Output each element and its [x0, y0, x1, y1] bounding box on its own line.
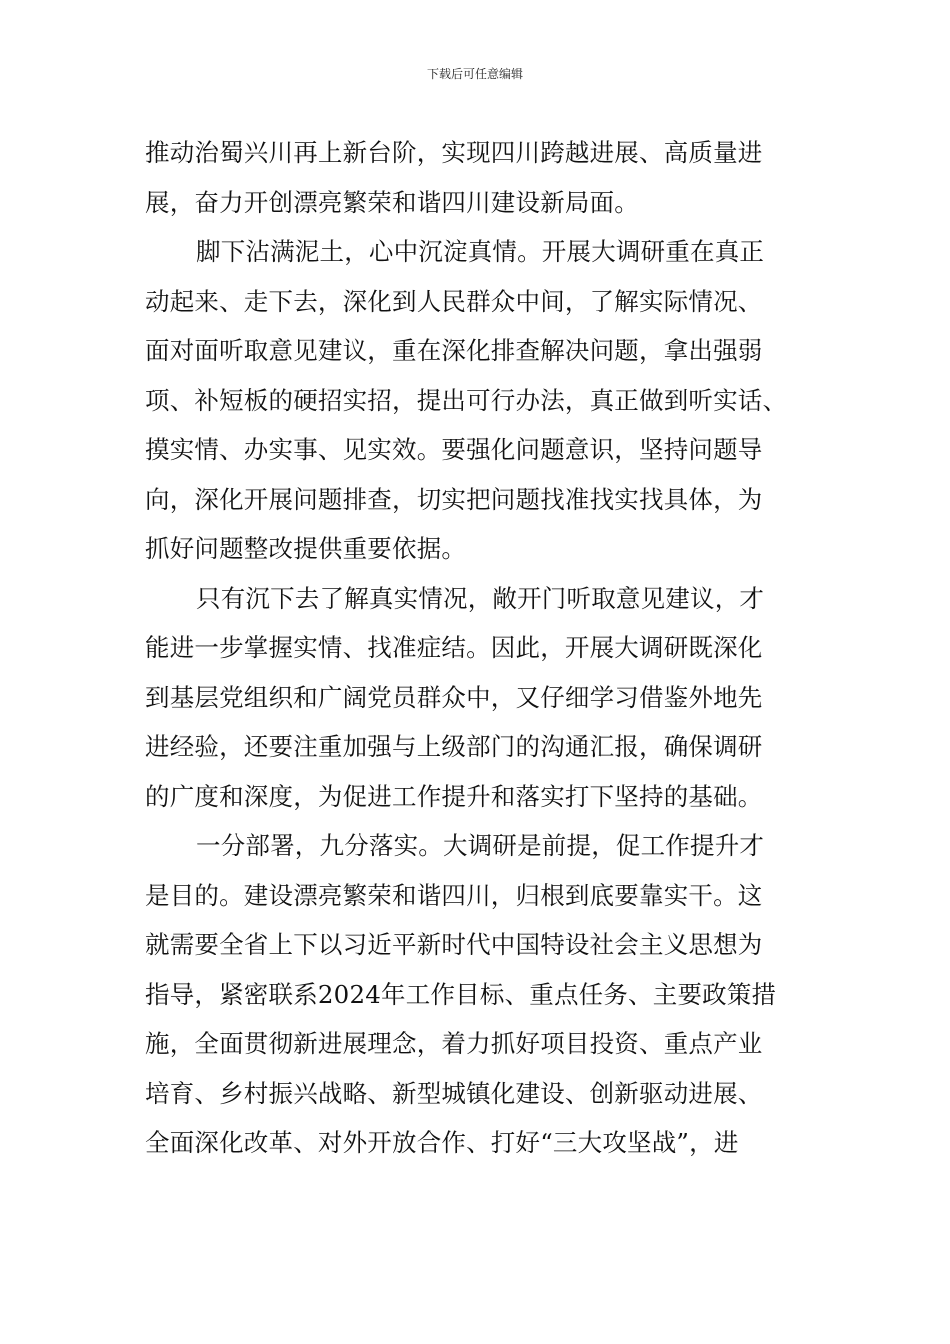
text-line: 是目的。建设漂亮繁荣和谐四川，归根到底要靠实干。这: [145, 880, 763, 910]
text-line: 培育、乡村振兴战略、新型城镇化建设、创新驱动进展、: [145, 1078, 763, 1108]
text-line: 项、补短板的硬招实招，提出可行办法，真正做到听实话、: [145, 385, 788, 415]
text-line: 摸实情、办实事、见实效。要强化问题意识，坚持问题导: [145, 435, 763, 464]
text-line: 的广度和深度，为促进工作提升和落实打下坚持的基础。: [145, 781, 763, 811]
text-line: 能进一步掌握实情、找准症结。因此，开展大调研既深化: [145, 633, 763, 662]
body-text: [145, 128, 805, 1168]
text-line: 面对面听取意见建议，重在深化排查解决问题，拿出强弱: [145, 336, 763, 365]
text-line: 到基层党组织和广阔党员群众中，又仔细学习借鉴外地先: [145, 682, 763, 712]
text-line: 动起来、走下去，深化到人民群众中间，了解实际情况、: [145, 286, 763, 316]
paragraph-start-line: 脚下沾满泥土，心中沉淀真情。开展大调研重在真正: [196, 237, 765, 266]
header-note: 下载后可任意编辑: [426, 67, 523, 81]
text-line: 全面深化改革、对外开放合作、打好“三大攻坚战”，进: [145, 1128, 739, 1157]
text-line: 施，全面贯彻新进展理念，着力抓好项目投资、重点产业: [145, 1029, 763, 1058]
text-line: 指导，紧密联系2024年工作目标、重点任务、主要政策措: [145, 979, 777, 1009]
text-line: 展，奋力开创漂亮繁荣和谐四川建设新局面。: [145, 187, 639, 217]
text-line: 向，深化开展问题排查，切实把问题找准找实找具体，为: [145, 484, 763, 514]
paragraph-start-line: 一分部署，九分落实。大调研是前提，促工作提升才: [196, 831, 765, 860]
text-line: 推动治蜀兴川再上新台阶，实现四川跨越进展、高质量进: [145, 138, 763, 167]
paragraph-start-line: 只有沉下去了解真实情况，敞开门听取意见建议，才: [196, 583, 765, 613]
text-line: 进经验，还要注重加强与上级部门的沟通汇报，确保调研: [145, 732, 763, 761]
text-line: 抓好问题整改提供重要依据。: [145, 534, 467, 563]
text-line: 就需要全省上下以习近平新时代中国特设社会主义思想为: [145, 930, 763, 959]
